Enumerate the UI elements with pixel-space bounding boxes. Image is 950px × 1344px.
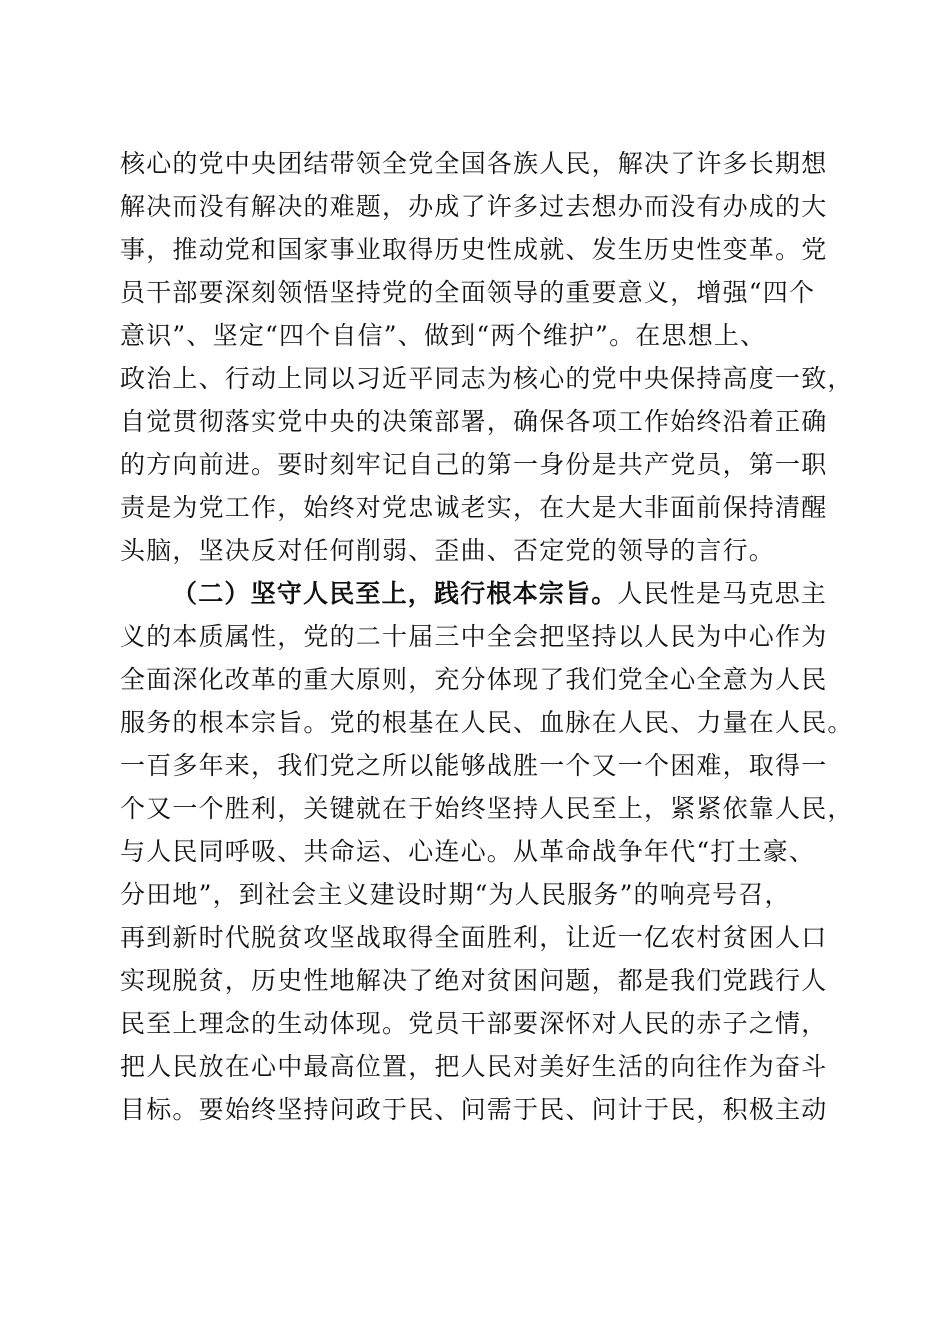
text-line: 意识”、坚定“四个自信”、做到“两个维护”。在思想上、 <box>120 321 767 350</box>
section-heading: （二）坚守人民至上，践行根本宗旨。 <box>172 579 618 608</box>
section-first-line <box>120 572 840 615</box>
text-line: 头脑，坚决反对任何削弱、歪曲、否定党的领导的言行。 <box>120 536 776 565</box>
text-line: 解决而没有解决的难题，办成了许多过去想办而没有办成的大 <box>120 192 828 221</box>
text-line: 核心的党中央团结带领全党全国各族人民，解决了许多长期想 <box>120 149 828 178</box>
text-line: 一百多年来，我们党之所以能够战胜一个又一个困难，取得一 <box>120 751 828 780</box>
text-line: 目标。要始终坚持问政于民、问需于民、问计于民，积极主动 <box>120 1095 828 1124</box>
text-line: 事，推动党和国家事业取得历史性成就、发生历史性变革。党 <box>120 235 828 264</box>
document-body <box>120 142 854 1131</box>
text-line: 全面深化改革的重大原则，充分体现了我们党全心全意为人民 <box>120 665 828 694</box>
text-line: 员干部要深刻领悟坚持党的全面领导的重要意义，增强“四个 <box>120 278 816 307</box>
text-line: 把人民放在心中最高位置，把人民对美好生活的向往作为奋斗 <box>120 1052 828 1081</box>
text-line: 与人民同呼吸、共命运、心连心。从革命战争年代“打土豪、 <box>120 837 816 866</box>
section-first-line-text: 人民性是马克思主 <box>617 579 828 608</box>
text-line: 义的本质属性，党的二十届三中全会把坚持以人民为中心作为 <box>120 622 828 651</box>
text-line: 的方向前进。要时刻牢记自己的第一身份是共产党员，第一职 <box>120 450 828 479</box>
text-line: 再到新时代脱贫攻坚战取得全面胜利，让近一亿农村贫困人口 <box>120 923 828 952</box>
text-line: 民至上理念的生动体现。党员干部要深怀对人民的赤子之情， <box>120 1009 828 1038</box>
text-line: 政治上、行动上同以习近平同志为核心的党中央保持高度一致， <box>120 364 854 393</box>
text-line: 责是为党工作，始终对党忠诚老实，在大是大非面前保持清醒 <box>120 493 828 522</box>
text-line: 服务的根本宗旨。党的根基在人民、血脉在人民、力量在人民。 <box>120 708 854 737</box>
text-line: 个又一个胜利，关键就在于始终坚持人民至上，紧紧依靠人民， <box>120 794 854 823</box>
text-line: 实现脱贫，历史性地解决了绝对贫困问题，都是我们党践行人 <box>120 966 828 995</box>
text-line: 分田地”，到社会主义建设时期“为人民服务”的响亮号召， <box>120 880 791 909</box>
text-line: 自觉贯彻落实党中央的决策部署，确保各项工作始终沿着正确 <box>120 407 828 436</box>
